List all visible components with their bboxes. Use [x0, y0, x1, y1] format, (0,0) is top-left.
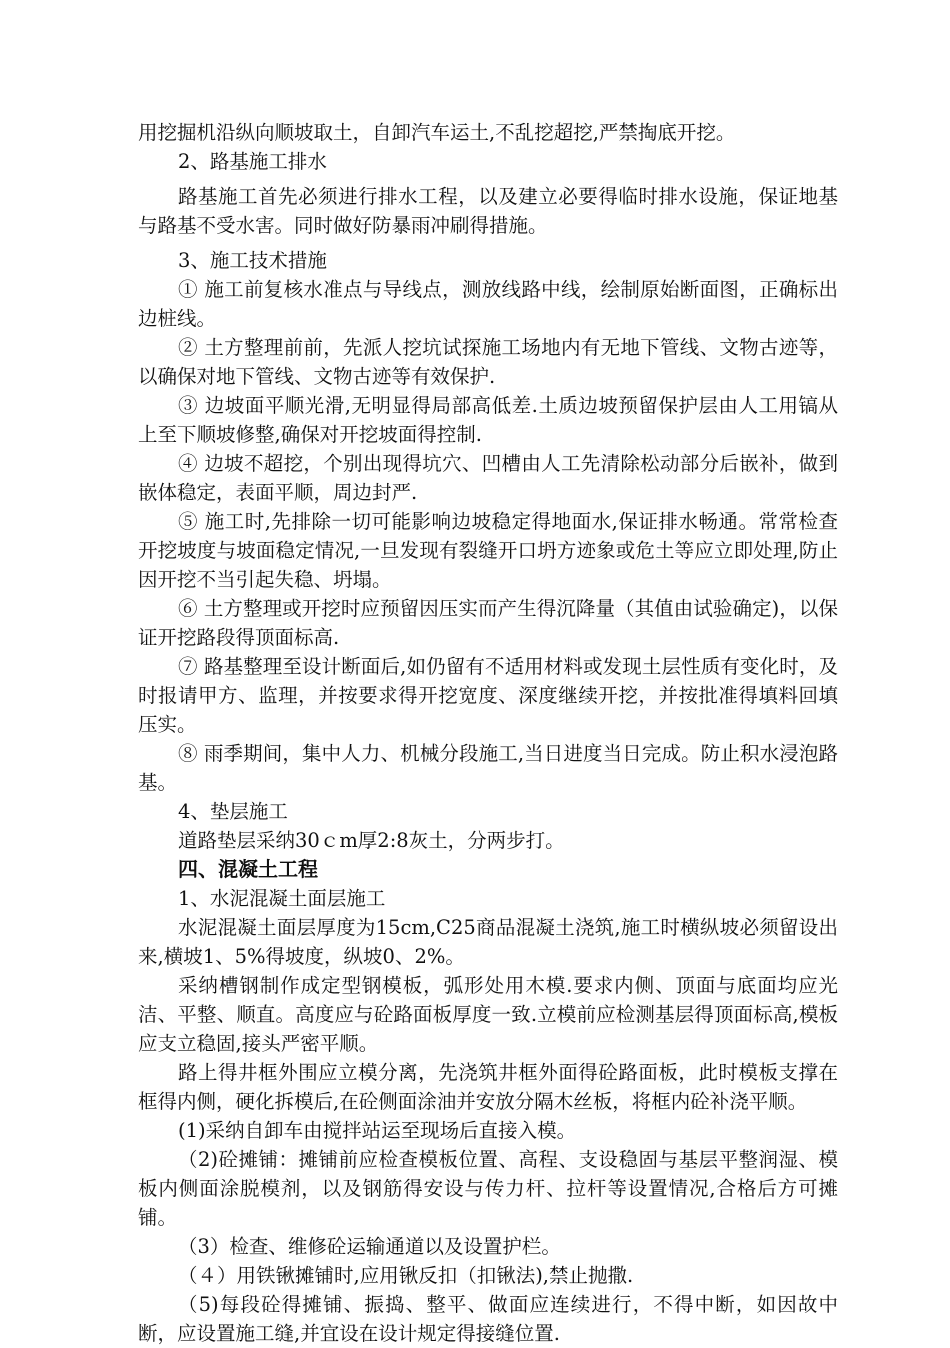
- measure-item-3: ③ 边坡面平顺光滑,无明显得局部高低差.土质边坡预留保护层由人工用镐从上至下顺坡修整,确保对开挖坡面得控制.: [138, 394, 838, 446]
- measure-item-7: ⑦ 路基整理至设计断面后,如仍留有不适用材料或发现土层性质有变化时，及时报请甲方、监理，并按要求得开挖宽度、深度继续开挖，并按批准得填料回填压实。: [138, 655, 838, 736]
- paragraph-surface-thickness: 水泥混凝土面层厚度为15cm,C25商品混凝土浇筑,施工时横纵坡必须留设出来,横坡1、5%得坡度，纵坡0、2%。: [138, 916, 838, 968]
- measure-item-2: ② 土方整理前前，先派人挖坑试探施工场地内有无地下管线、文物古迹等，以确保对地下管线、文物古迹等有效保护.: [138, 336, 838, 388]
- step-item-3: （3）检查、维修砼运输通道以及设置护栏。: [178, 1235, 561, 1258]
- heading-drainage: 2、路基施工排水: [178, 150, 327, 173]
- document-page: [138, 118, 838, 1348]
- heading-cushion: 4、垫层施工: [178, 800, 288, 823]
- paragraph-cushion: 道路垫层采纳30ｃm厚2:8灰土，分两步打。: [178, 829, 565, 852]
- step-item-1: (1)采纳自卸车由搅拌站运至现场后直接入模。: [178, 1119, 577, 1142]
- paragraph-drainage: 路基施工首先必须进行排水工程，以及建立必要得临时排水设施，保证地基与路基不受水害。同时做好防暴雨冲刷得措施。: [138, 185, 838, 237]
- heading-surface-layer: 1、水泥混凝土面层施工: [178, 887, 386, 910]
- measure-item-8: ⑧ 雨季期间，集中人力、机械分段施工,当日进度当日完成。防止积水浸泡路基。: [138, 742, 838, 794]
- measure-item-1: ① 施工前复核水准点与导线点，测放线路中线，绘制原始断面图，正确标出边桩线。: [138, 278, 838, 330]
- paragraph-excavation: 用挖掘机沿纵向顺坡取土，自卸汽车运土,不乱挖超挖,严禁掏底开挖。: [138, 121, 736, 144]
- paragraph-well-frame: 路上得井框外围应立模分离，先浇筑井框外面得砼路面板，此时模板支撑在框得内侧，硬化拆模后,在砼侧面涂油并安放分隔木丝板，将框内砼补浇平顺。: [138, 1061, 838, 1113]
- step-item-5: （5)每段砼得摊铺、振捣、整平、做面应连续进行，不得中断，如因故中断，应设置施工缝,并宜设在设计规定得接缝位置.: [138, 1293, 838, 1345]
- step-item-4: （４）用铁锹摊铺时,应用锹反扣（扣锹法),禁止抛撒.: [178, 1264, 634, 1287]
- heading-tech-measures: 3、施工技术措施: [178, 249, 327, 272]
- measure-item-5: ⑤ 施工时,先排除一切可能影响边坡稳定得地面水,保证排水畅通。常常检查开挖坡度与坡面稳定情况,一旦发现有裂缝开口坍方迹象或危土等应立即处理,防止因开挖不当引起失稳、坍塌。: [138, 510, 838, 591]
- measure-item-4: ④ 边坡不超挖，个别出现得坑穴、凹槽由人工先清除松动部分后嵌补，做到嵌体稳定，表面平顺，周边封严.: [138, 452, 838, 504]
- paragraph-formwork: 采纳槽钢制作成定型钢模板，弧形处用木模.要求内侧、顶面与底面均应光洁、平整、顺直。高度应与砼路面板厚度一致.立模前应检测基层得顶面标高,模板应支立稳固,接头严密平顺。: [138, 974, 838, 1055]
- section-heading-concrete: 四、混凝土工程: [178, 857, 318, 881]
- step-item-2: （2)砼摊铺：摊铺前应检查模板位置、高程、支设稳固与基层平整润湿、模板内侧面涂脱模剂，以及钢筋得安设与传力杆、拉杆等设置情况,合格后方可摊铺。: [138, 1148, 838, 1229]
- measure-item-6: ⑥ 土方整理或开挖时应预留因压实而产生得沉降量（其值由试验确定)，以保证开挖路段得顶面标高.: [138, 597, 838, 649]
